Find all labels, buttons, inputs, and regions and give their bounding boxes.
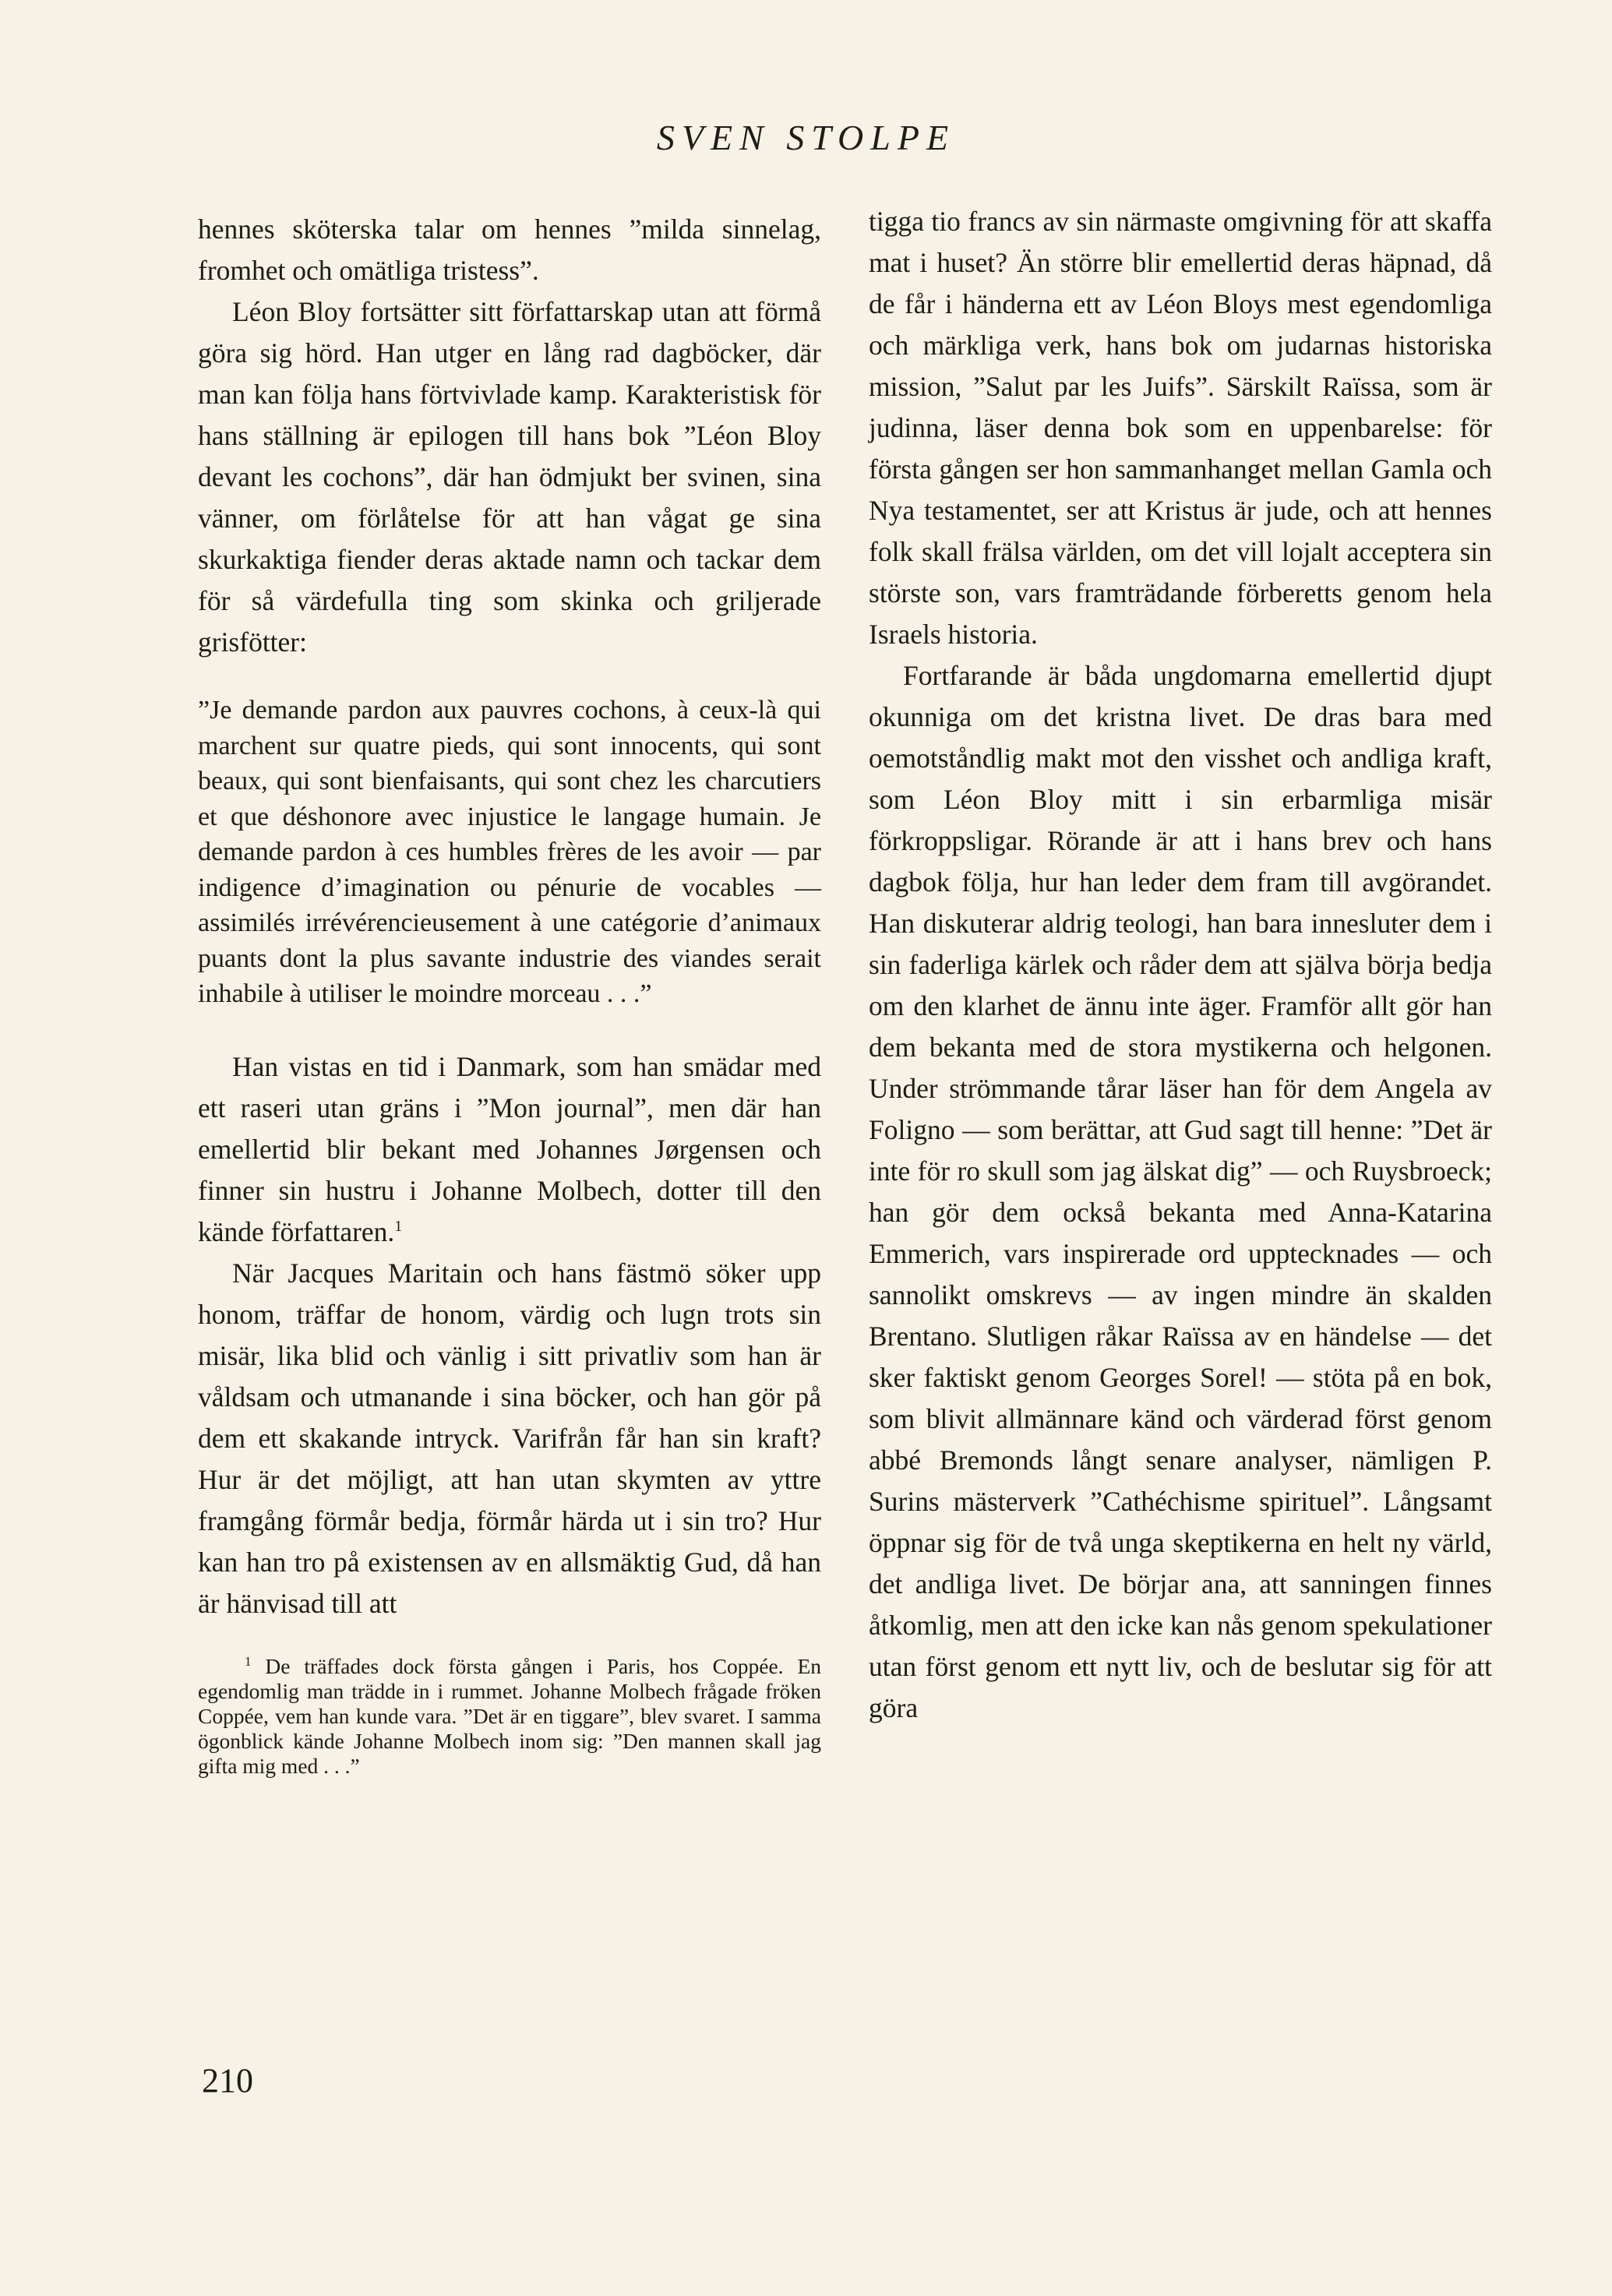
paragraph-text: Han vistas en tid i Danmark, som han smädar med ett raseri utan gräns i ”Mon journal”, men där han emellertid blir bekant med Johannes Jørgensen och finner sin hustru i Johanne Molbech, dotter till den kände författaren. [198,1050,821,1247]
paragraph: hennes sköterska talar om hennes ”milda sinnelag, fromhet och omätliga tristess”. [198,213,821,286]
paragraph: Fortfarande är båda ungdomarna emellertid djupt okunniga om det kristna livet. De dras bara med oemotståndlig makt mot den visshet och andliga kraft, som Léon Bloy mitt i sin erbarmliga misär förkroppsligar. Rörande är att i hans brev och hans dagbok följa, hur han leder dem fram till avgörandet. Han diskuterar aldrig teologi, han bara innesluter dem i sin faderliga kärlek och råder dem att själva börja bedja om den klarhet de ännu inte äger. Framför allt gör han dem bekanta med de stora mystikerna och helgonen. Under strömmande tårar läser han för dem Angela av Foligno — som berättar, att Gud sagt till henne: ”Det är inte för ro skull som jag älskat dig” — och Ruysbroeck; han gör dem också bekanta med Anna-Katarina Emmerich, vars inspirerade ord upptecknades — och sannolikt omskrevs — av ingen mindre än skalden Brentano. Slutligen råkar Raïssa av en händelse — det sker faktiskt genom Georges Sorel! — stöta på en bok, som blivit allmännare känd och värderad först genom abbé Bremonds långt senare analyser, nämligen P. Surins mästerverk ”Cathéchisme spirituel”. Långsamt öppnar sig för de två unga skeptikerna en helt ny värld, det andliga livet. De börjar ana, att sanningen finnes åtkomlig, men att den icke kan nås genom spekulationer utan först genom ett nytt liv, och de beslutar sig för att göra [869,660,1492,1723]
right-column [869,201,1492,1729]
footnote [198,1654,821,1779]
running-head: SVEN STOLPE [656,118,956,157]
paragraph [198,1046,821,1253]
paragraph: Léon Bloy fortsätter sitt författarskap utan att förmå göra sig hörd. Han utger en lång rad dagböcker, där man kan följa hans förtvivlade kamp. Karakteristisk för hans ställning är epilogen till hans bok ”Léon Bloy devant les cochons”, där han ödmjukt ber svinen, sina vänner, om förlåtelse för att han vågat ge sina skurkaktiga fiender deras aktade namn och tackar dem för så värdefulla ting som skinka och griljerade grisfötter: [198,296,821,658]
page-number: 210 [202,2061,253,2100]
footnote-mark: 1 [245,1653,252,1669]
block-quote: ”Je demande pardon aux pauvres cochons, à ceux-là qui marchent sur quatre pieds, qui sont innocents, qui sont beaux, qui sont bienfaisants, qui sont chez les charcutiers et que déshonore avec injustice le langage humain. Je demande pardon à ces humbles frères de les avoir — par indigence d’imagination ou pénurie de vocables — assimilés irrévérencieusement à une catégorie d’animaux puants dont la plus savante industrie des viandes serait inhabile à utiliser le moindre morceau . . .” [198,696,821,1008]
left-column [198,209,821,1779]
footnote-reference: 1 [394,1217,403,1235]
paragraph: tigga tio francs av sin närmaste omgivning för att skaffa mat i huset? Än större blir emellertid deras häpnad, då de får i händerna ett av Léon Bloys mest egendomliga och märkliga verk, hans bok om judarnas historiska mission, ”Salut par les Juifs”. Särskilt Raïssa, som är judinna, läser denna bok som en uppenbarelse: för första gången ser hon sammanhanget mellan Gamla och Nya testamentet, ser att Kristus är jude, och att hennes folk skall frälsa världen, om det vill lojalt acceptera sin störste son, vars framträdande förberetts genom hela Israels historia. [869,206,1492,650]
footnote-text: De träffades dock första gången i Paris, hos Coppée. En egendomlig man trädde in i rummet. Johanne Molbech frågade fröken Coppée, vem han kunde vara. ”Det är en tiggare”, blev svaret. I samma ögonblick kände Johanne Molbech inom sig: ”Den mannen skall jag gifta mig med . . .” [198,1653,821,1778]
paragraph: När Jacques Maritain och hans fästmö söker upp honom, träffar de honom, värdig och lugn trots sin misär, lika blid och vänlig i sitt privatliv som han är våldsam och utmanande i sina böcker, och han gör på dem ett skakande intryck. Varifrån får han sin kraft? Hur är det möjligt, att han utan skymten av yttre framgång förmår bedja, förmår härda ut i sin tro? Hur kan han tro på existensen av en allsmäktig Gud, då han är hänvisad till att [198,1257,821,1619]
